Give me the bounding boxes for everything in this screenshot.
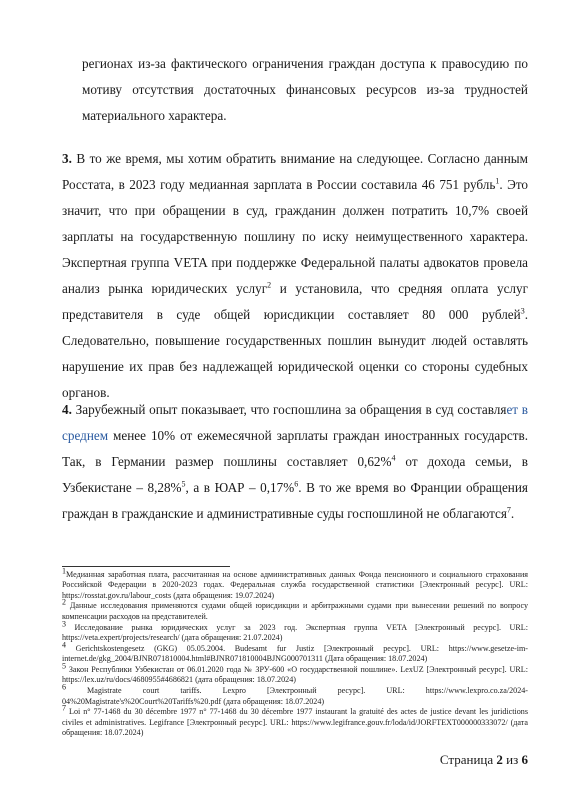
footnote-mark: 7 <box>62 703 66 713</box>
paragraph-text: . <box>510 506 515 521</box>
footnotes-section <box>62 566 528 739</box>
highlighted-text: ет в среднем <box>62 402 529 443</box>
paragraph-text: . Следовательно, повышение государственных пошлин вынудит людей оставлять нарушение их прав без надлежащей юридической оценки со стороны судебных органов. <box>62 307 528 400</box>
paragraph-number: 3. <box>62 151 72 166</box>
footnote-ref[interactable]: 6 <box>294 479 299 489</box>
footnote-ref[interactable]: 1 <box>495 176 500 186</box>
footnote-text: Loi n° 77-1468 du 30 décembre 1977 n° 77-1468 du 30 décembre 1977 instaurant la gratuité des actes de justice devant les juridictions civiles et administratives. Legifrance [Электронный ресурс]. URL: https://www.legifrance.gouv.fr/loda/id/JORFTEXT000000333072/ (дата обращения: 18.07.2024) <box>62 707 528 738</box>
footnote <box>62 597 528 622</box>
paragraph-text: В то же время, мы хотим обратить внимание на следующее. Согласно данным Росстата, в 2023 году медианная зарплата в России составила 46 751 рубль <box>62 151 529 192</box>
page-of: из <box>506 752 519 767</box>
footnote-ref[interactable]: 3 <box>520 306 525 316</box>
paragraph-text: Зарубежный опыт показывает, что госпошлина за обращения в суд составля <box>75 402 507 417</box>
footnote-mark: 5 <box>62 661 66 671</box>
paragraph-4 <box>62 397 528 527</box>
footnote <box>62 682 528 707</box>
footnote-ref[interactable]: 4 <box>391 453 396 463</box>
footnote-text: Данные исследования применяются судами общей юрисдикции и арбитражными судами при вынесении решений по вопросу компенсации расходов на представителей. <box>62 601 528 621</box>
paragraph-3 <box>62 146 528 406</box>
footnote-separator <box>62 566 230 567</box>
footnote <box>62 618 528 644</box>
current-page: 2 <box>496 752 503 767</box>
footnote-ref[interactable]: 7 <box>506 505 511 515</box>
footnote <box>62 703 528 738</box>
footnote <box>62 640 528 665</box>
paragraph-text: и установила, что средняя оплата услуг представителя в суде общей юрисдикции составляет 80 000 рублей <box>62 281 529 322</box>
page-label: Страница <box>439 752 494 767</box>
footnote-ref[interactable]: 2 <box>267 280 272 290</box>
paragraph-continuation: регионах из-за фактического ограничения граждан доступа к правосудию по мотиву отсутствия достаточных финансовых ресурсов из-за трудностей материального характера. <box>82 56 528 123</box>
footnote-ref[interactable]: 5 <box>181 479 186 489</box>
footnote-mark: 3 <box>62 618 66 628</box>
paragraph-text: . В то же время во Франции обращения граждан в гражданские и административные суды госпошлиной не облагаются <box>62 480 528 521</box>
footnote-text: Magistrate court tariffs. Lexpro [Электронный ресурс]. URL: https://www.lexpro.co.za/2024-04%20Magistrate's%20Court%20Tariffs%20.pdf (дата обращения: 18.07.2024) <box>62 686 528 706</box>
footnote <box>62 661 528 686</box>
paragraph-text: . Это значит, что при обращении в суд, гражданин должен потратить 10,7% своей зарплаты на государственную пошлину по иску неимущественного характера. Экспертная группа VETA при поддержке Федеральной палаты адвокатов провела анализ рынка юридических услуг <box>62 177 529 296</box>
page-number-footer <box>440 752 528 768</box>
footnote-mark: 1 <box>62 566 66 576</box>
paragraph-number: 4. <box>62 402 72 417</box>
paragraph-text: от дохода семьи, в Узбекистане – 8,28% <box>62 454 528 495</box>
footnote-text: Gerichtskostengesetz (GKG) 05.05.2004. Budesamt fur Justiz [Электронный ресурс]. URL: https://www.gesetze-im-internet.de/gkg_2004/BJNR071810004.html#BJNR071810004BJNG000701311 (Дата обращения: 18.07.2024) <box>62 643 528 664</box>
footnote-mark: 4 <box>62 640 66 650</box>
footnote-mark: 2 <box>62 597 66 607</box>
total-pages: 6 <box>521 752 528 767</box>
footnote-text: Закон Республики Узбекистан от 06.01.2020 года № ЗРУ-600 «О государственной пошлине». LexUZ [Электронный ресурс]. URL: https://lex.uz/ru/docs/4680955#4686821 (дата обращения: 18.07.2024) <box>62 665 528 685</box>
paragraph-text: , а в ЮАР – 0,17% <box>185 480 295 495</box>
footnote-text: Медианная заработная плата, рассчитанная на основе административных данных Фонда пенсионного и социального страхования Российской Федерации в 2020-2023 годах. Федеральная служба государственной статистики [Электронный ресурс]. URL: https://rosstat.gov.ru/labour_costs (дата обращения: 19.07.2024) <box>62 570 528 600</box>
paragraph-text: менее 10% от ежемесячной зарплаты граждан иностранных государств. Так, в Германии размер пошлины составляет 0,62% <box>62 428 528 469</box>
footnote <box>62 566 528 601</box>
footnote-text: Исследование рынка юридических услуг за 2023 год. Экспертная группа VETA [Электронный ресурс]. URL: https://veta.expert/projects/research/ (дата обращения: 21.07.2024) <box>62 622 528 642</box>
footnote-mark: 6 <box>62 682 66 692</box>
